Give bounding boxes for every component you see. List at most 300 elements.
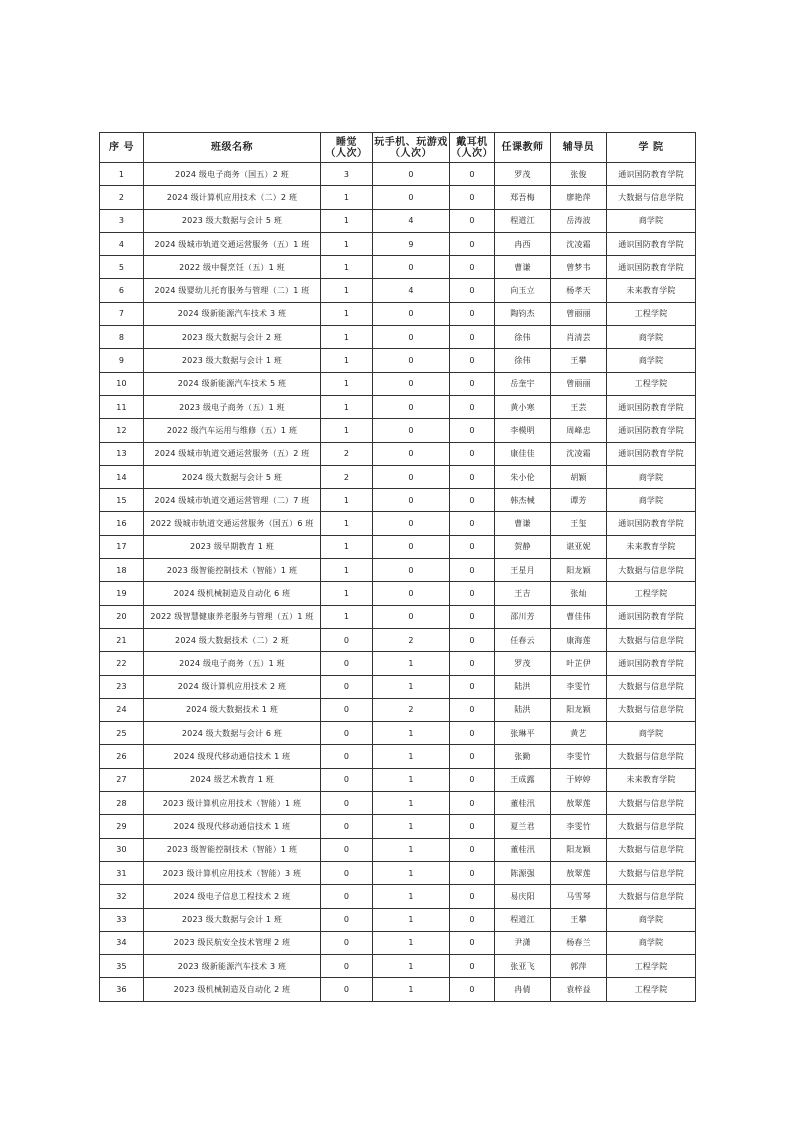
cell-phone-count: 0 (373, 465, 450, 488)
table-row (100, 372, 696, 395)
cell-phone-count: 0 (373, 326, 450, 349)
cell-sleep-count: 1 (321, 256, 373, 279)
cell-class-name: 2024 级城市轨道交通运营服务（五）2 班 (144, 442, 321, 465)
cell-teacher: 程道江 (495, 209, 551, 232)
cell-sleep-count: 1 (321, 489, 373, 512)
cell-teacher: 陆洪 (495, 698, 551, 721)
cell-teacher: 董桂汛 (495, 792, 551, 815)
cell-no: 16 (100, 512, 144, 535)
cell-phone-count: 1 (373, 675, 450, 698)
cell-phone-count: 1 (373, 885, 450, 908)
cell-class-name: 2024 级大数据与会计 5 班 (144, 465, 321, 488)
table-row (100, 768, 696, 791)
cell-phone-count: 0 (373, 605, 450, 628)
cell-teacher: 张亚飞 (495, 955, 551, 978)
cell-no: 11 (100, 395, 144, 418)
cell-sleep-count: 0 (321, 815, 373, 838)
cell-teacher: 尹潇 (495, 931, 551, 954)
cell-phone-count: 0 (373, 256, 450, 279)
cell-no: 34 (100, 931, 144, 954)
cell-earphone-count: 0 (450, 279, 495, 302)
table-row (100, 186, 696, 209)
cell-college: 工程学院 (607, 302, 696, 325)
cell-college: 通识国防教育学院 (607, 512, 696, 535)
table-body (100, 163, 696, 1002)
cell-class-name: 2024 级新能源汽车技术 5 班 (144, 372, 321, 395)
cell-teacher: 贺静 (495, 535, 551, 558)
cell-teacher: 陈源强 (495, 861, 551, 884)
cell-tutor: 黄艺 (551, 722, 607, 745)
cell-phone-count: 0 (373, 186, 450, 209)
cell-class-name: 2024 级计算机应用技术（二）2 班 (144, 186, 321, 209)
cell-tutor: 沈凌霜 (551, 442, 607, 465)
cell-teacher: 冉西 (495, 232, 551, 255)
cell-college: 大数据与信息学院 (607, 861, 696, 884)
cell-no: 6 (100, 279, 144, 302)
cell-college: 通识国防教育学院 (607, 232, 696, 255)
table-row (100, 209, 696, 232)
cell-phone-count: 0 (373, 489, 450, 512)
cell-tutor: 张俊 (551, 163, 607, 186)
cell-sleep-count: 0 (321, 745, 373, 768)
cell-no: 2 (100, 186, 144, 209)
table-row (100, 326, 696, 349)
cell-teacher: 韩杰械 (495, 489, 551, 512)
cell-tutor: 郭萍 (551, 955, 607, 978)
cell-college: 商学院 (607, 326, 696, 349)
cell-sleep-count: 1 (321, 232, 373, 255)
cell-earphone-count: 0 (450, 372, 495, 395)
cell-teacher: 邵川芳 (495, 605, 551, 628)
table-row (100, 535, 696, 558)
cell-class-name: 2023 级智能控制技术（智能）1 班 (144, 838, 321, 861)
cell-class-name: 2024 级电子商务（五）1 班 (144, 652, 321, 675)
cell-sleep-count: 3 (321, 163, 373, 186)
cell-tutor: 敖翠莲 (551, 861, 607, 884)
cell-sleep-count: 0 (321, 931, 373, 954)
cell-no: 29 (100, 815, 144, 838)
cell-earphone-count: 0 (450, 605, 495, 628)
cell-teacher: 陶钧杰 (495, 302, 551, 325)
cell-sleep-count: 0 (321, 698, 373, 721)
cell-college: 大数据与信息学院 (607, 559, 696, 582)
cell-class-name: 2023 级早期教育 1 班 (144, 535, 321, 558)
cell-earphone-count: 0 (450, 559, 495, 582)
cell-class-name: 2024 级机械制造及自动化 6 班 (144, 582, 321, 605)
table-row (100, 931, 696, 954)
cell-class-name: 2023 级民航安全技术管理 2 班 (144, 931, 321, 954)
cell-earphone-count: 0 (450, 792, 495, 815)
cell-phone-count: 1 (373, 978, 450, 1001)
cell-no: 14 (100, 465, 144, 488)
cell-sleep-count: 1 (321, 186, 373, 209)
cell-sleep-count: 2 (321, 465, 373, 488)
cell-sleep-count: 1 (321, 559, 373, 582)
cell-teacher: 冉倩 (495, 978, 551, 1001)
cell-class-name: 2024 级电子信息工程技术 2 班 (144, 885, 321, 908)
cell-sleep-count: 1 (321, 279, 373, 302)
cell-tutor: 曾丽丽 (551, 302, 607, 325)
cell-tutor: 马雪琴 (551, 885, 607, 908)
table-row (100, 815, 696, 838)
cell-tutor: 胡颖 (551, 465, 607, 488)
cell-no: 7 (100, 302, 144, 325)
cell-sleep-count: 0 (321, 908, 373, 931)
cell-earphone-count: 0 (450, 582, 495, 605)
cell-tutor: 阳龙颖 (551, 559, 607, 582)
cell-sleep-count: 0 (321, 652, 373, 675)
cell-tutor: 曹佳伟 (551, 605, 607, 628)
cell-no: 1 (100, 163, 144, 186)
cell-class-name: 2024 级城市轨道交通运营管理（二）7 班 (144, 489, 321, 512)
cell-phone-count: 0 (373, 582, 450, 605)
attendance-violation-table (99, 132, 696, 1002)
cell-phone-count: 0 (373, 512, 450, 535)
cell-tutor: 阳龙颖 (551, 698, 607, 721)
cell-earphone-count: 0 (450, 978, 495, 1001)
cell-teacher: 夏兰君 (495, 815, 551, 838)
cell-earphone-count: 0 (450, 675, 495, 698)
cell-college: 商学院 (607, 349, 696, 372)
cell-sleep-count: 1 (321, 512, 373, 535)
table-row (100, 419, 696, 442)
cell-college: 工程学院 (607, 582, 696, 605)
cell-teacher: 罗茂 (495, 652, 551, 675)
cell-sleep-count: 1 (321, 372, 373, 395)
cell-tutor: 张灿 (551, 582, 607, 605)
cell-phone-count: 0 (373, 535, 450, 558)
cell-teacher: 王星月 (495, 559, 551, 582)
cell-no: 24 (100, 698, 144, 721)
header-sleep: 睡觉 （人次） (321, 133, 373, 163)
cell-phone-count: 0 (373, 163, 450, 186)
cell-phone-count: 1 (373, 931, 450, 954)
cell-sleep-count: 0 (321, 628, 373, 651)
cell-phone-count: 0 (373, 559, 450, 582)
cell-college: 商学院 (607, 931, 696, 954)
cell-earphone-count: 0 (450, 232, 495, 255)
table-row (100, 559, 696, 582)
cell-no: 9 (100, 349, 144, 372)
cell-sleep-count: 0 (321, 885, 373, 908)
table-row (100, 861, 696, 884)
cell-teacher: 黄小寒 (495, 395, 551, 418)
cell-no: 17 (100, 535, 144, 558)
cell-no: 21 (100, 628, 144, 651)
cell-no: 25 (100, 722, 144, 745)
cell-earphone-count: 0 (450, 512, 495, 535)
cell-earphone-count: 0 (450, 489, 495, 512)
table-row (100, 349, 696, 372)
cell-tutor: 王芸 (551, 395, 607, 418)
cell-tutor: 肖清芸 (551, 326, 607, 349)
cell-no: 4 (100, 232, 144, 255)
cell-class-name: 2024 级计算机应用技术 2 班 (144, 675, 321, 698)
cell-teacher: 程道江 (495, 908, 551, 931)
cell-tutor: 袁梓益 (551, 978, 607, 1001)
cell-college: 商学院 (607, 209, 696, 232)
table-row (100, 163, 696, 186)
cell-phone-count: 1 (373, 745, 450, 768)
cell-earphone-count: 0 (450, 722, 495, 745)
cell-sleep-count: 2 (321, 442, 373, 465)
cell-college: 大数据与信息学院 (607, 745, 696, 768)
cell-sleep-count: 1 (321, 535, 373, 558)
cell-phone-count: 0 (373, 372, 450, 395)
cell-tutor: 于婷婷 (551, 768, 607, 791)
cell-earphone-count: 0 (450, 465, 495, 488)
cell-tutor: 李雯竹 (551, 815, 607, 838)
cell-college: 大数据与信息学院 (607, 838, 696, 861)
cell-sleep-count: 1 (321, 395, 373, 418)
header-college: 学 院 (607, 133, 696, 163)
cell-teacher: 曹谦 (495, 256, 551, 279)
cell-teacher: 向玉立 (495, 279, 551, 302)
table-row (100, 256, 696, 279)
cell-sleep-count: 0 (321, 861, 373, 884)
cell-college: 工程学院 (607, 978, 696, 1001)
cell-tutor: 阳龙颖 (551, 838, 607, 861)
header-class-name: 班级名称 (144, 133, 321, 163)
table-row (100, 978, 696, 1001)
table-row (100, 745, 696, 768)
cell-class-name: 2024 级艺术教育 1 班 (144, 768, 321, 791)
cell-class-name: 2024 级电子商务（国五）2 班 (144, 163, 321, 186)
cell-tutor: 敖翠莲 (551, 792, 607, 815)
cell-earphone-count: 0 (450, 745, 495, 768)
cell-college: 工程学院 (607, 955, 696, 978)
cell-class-name: 2023 级大数据与会计 2 班 (144, 326, 321, 349)
table-row (100, 489, 696, 512)
cell-tutor: 周峰忠 (551, 419, 607, 442)
cell-tutor: 康海莲 (551, 628, 607, 651)
cell-tutor: 曾丽丽 (551, 372, 607, 395)
cell-earphone-count: 0 (450, 652, 495, 675)
header-phone: 玩手机、玩游戏 （人次） (373, 133, 450, 163)
cell-phone-count: 0 (373, 302, 450, 325)
cell-tutor: 廖艳萍 (551, 186, 607, 209)
cell-college: 大数据与信息学院 (607, 698, 696, 721)
cell-earphone-count: 0 (450, 302, 495, 325)
cell-college: 商学院 (607, 465, 696, 488)
cell-class-name: 2023 级计算机应用技术（智能）3 班 (144, 861, 321, 884)
cell-class-name: 2024 级大数据技术（二）2 班 (144, 628, 321, 651)
cell-sleep-count: 0 (321, 838, 373, 861)
table-row (100, 675, 696, 698)
cell-sleep-count: 0 (321, 978, 373, 1001)
cell-tutor: 王攀 (551, 908, 607, 931)
cell-class-name: 2024 级现代移动通信技术 1 班 (144, 745, 321, 768)
cell-no: 19 (100, 582, 144, 605)
cell-tutor: 曾梦韦 (551, 256, 607, 279)
cell-phone-count: 1 (373, 722, 450, 745)
cell-phone-count: 0 (373, 442, 450, 465)
cell-earphone-count: 0 (450, 326, 495, 349)
cell-no: 10 (100, 372, 144, 395)
cell-class-name: 2023 级大数据与会计 1 班 (144, 908, 321, 931)
cell-college: 通识国防教育学院 (607, 256, 696, 279)
cell-class-name: 2022 级智慧健康养老服务与管理（五）1 班 (144, 605, 321, 628)
cell-phone-count: 4 (373, 209, 450, 232)
cell-no: 15 (100, 489, 144, 512)
cell-class-name: 2023 级大数据与会计 1 班 (144, 349, 321, 372)
cell-phone-count: 0 (373, 419, 450, 442)
cell-earphone-count: 0 (450, 955, 495, 978)
cell-earphone-count: 0 (450, 256, 495, 279)
cell-sleep-count: 0 (321, 675, 373, 698)
cell-no: 13 (100, 442, 144, 465)
cell-earphone-count: 0 (450, 931, 495, 954)
cell-phone-count: 4 (373, 279, 450, 302)
table-row (100, 722, 696, 745)
cell-teacher: 张勤 (495, 745, 551, 768)
cell-no: 28 (100, 792, 144, 815)
cell-no: 31 (100, 861, 144, 884)
cell-sleep-count: 1 (321, 605, 373, 628)
table-row (100, 955, 696, 978)
cell-tutor: 李雯竹 (551, 745, 607, 768)
cell-earphone-count: 0 (450, 838, 495, 861)
cell-earphone-count: 0 (450, 815, 495, 838)
table-row (100, 582, 696, 605)
cell-teacher: 朱小伦 (495, 465, 551, 488)
cell-earphone-count: 0 (450, 186, 495, 209)
cell-college: 大数据与信息学院 (607, 792, 696, 815)
cell-sleep-count: 1 (321, 302, 373, 325)
cell-earphone-count: 0 (450, 209, 495, 232)
cell-college: 未来教育学院 (607, 279, 696, 302)
cell-phone-count: 1 (373, 652, 450, 675)
table-row (100, 279, 696, 302)
cell-college: 商学院 (607, 489, 696, 512)
cell-college: 通识国防教育学院 (607, 163, 696, 186)
cell-teacher: 王吉 (495, 582, 551, 605)
cell-earphone-count: 0 (450, 395, 495, 418)
cell-class-name: 2022 级中餐烹饪（五）1 班 (144, 256, 321, 279)
cell-no: 20 (100, 605, 144, 628)
cell-teacher: 李模明 (495, 419, 551, 442)
table-row (100, 465, 696, 488)
cell-phone-count: 9 (373, 232, 450, 255)
cell-earphone-count: 0 (450, 349, 495, 372)
cell-class-name: 2024 级大数据与会计 6 班 (144, 722, 321, 745)
cell-class-name: 2024 级大数据技术 1 班 (144, 698, 321, 721)
cell-phone-count: 1 (373, 815, 450, 838)
cell-no: 18 (100, 559, 144, 582)
cell-no: 22 (100, 652, 144, 675)
cell-tutor: 谭芳 (551, 489, 607, 512)
cell-no: 30 (100, 838, 144, 861)
cell-phone-count: 0 (373, 395, 450, 418)
header-tutor: 辅导员 (551, 133, 607, 163)
cell-teacher: 曹谦 (495, 512, 551, 535)
table-row (100, 885, 696, 908)
cell-phone-count: 1 (373, 955, 450, 978)
cell-tutor: 叶芷伊 (551, 652, 607, 675)
cell-phone-count: 1 (373, 838, 450, 861)
cell-college: 大数据与信息学院 (607, 815, 696, 838)
cell-no: 35 (100, 955, 144, 978)
cell-class-name: 2023 级机械制造及自动化 2 班 (144, 978, 321, 1001)
cell-teacher: 徐伟 (495, 326, 551, 349)
cell-teacher: 王成露 (495, 768, 551, 791)
cell-no: 12 (100, 419, 144, 442)
cell-earphone-count: 0 (450, 442, 495, 465)
cell-no: 26 (100, 745, 144, 768)
cell-phone-count: 1 (373, 768, 450, 791)
table-row (100, 395, 696, 418)
table-row (100, 792, 696, 815)
cell-phone-count: 1 (373, 792, 450, 815)
table-header-row (100, 133, 696, 163)
cell-earphone-count: 0 (450, 768, 495, 791)
cell-college: 商学院 (607, 722, 696, 745)
cell-no: 23 (100, 675, 144, 698)
cell-class-name: 2023 级新能源汽车技术 3 班 (144, 955, 321, 978)
cell-phone-count: 1 (373, 908, 450, 931)
cell-class-name: 2023 级智能控制技术（智能）1 班 (144, 559, 321, 582)
table-row (100, 908, 696, 931)
cell-no: 32 (100, 885, 144, 908)
cell-college: 通识国防教育学院 (607, 419, 696, 442)
cell-phone-count: 0 (373, 349, 450, 372)
cell-phone-count: 2 (373, 698, 450, 721)
cell-sleep-count: 1 (321, 419, 373, 442)
cell-sleep-count: 0 (321, 722, 373, 745)
header-teacher: 任课教师 (495, 133, 551, 163)
cell-teacher: 任春云 (495, 628, 551, 651)
cell-earphone-count: 0 (450, 698, 495, 721)
cell-no: 3 (100, 209, 144, 232)
cell-no: 5 (100, 256, 144, 279)
cell-teacher: 徐伟 (495, 349, 551, 372)
table-row (100, 628, 696, 651)
cell-college: 通识国防教育学院 (607, 652, 696, 675)
cell-sleep-count: 0 (321, 955, 373, 978)
cell-no: 36 (100, 978, 144, 1001)
cell-college: 通识国防教育学院 (607, 605, 696, 628)
cell-phone-count: 2 (373, 628, 450, 651)
cell-sleep-count: 0 (321, 792, 373, 815)
cell-college: 大数据与信息学院 (607, 628, 696, 651)
cell-tutor: 王攀 (551, 349, 607, 372)
cell-earphone-count: 0 (450, 861, 495, 884)
cell-teacher: 康佳佳 (495, 442, 551, 465)
cell-tutor: 岳涛波 (551, 209, 607, 232)
cell-college: 通识国防教育学院 (607, 442, 696, 465)
cell-earphone-count: 0 (450, 163, 495, 186)
cell-teacher: 陆洪 (495, 675, 551, 698)
table-row (100, 605, 696, 628)
table-row (100, 698, 696, 721)
cell-tutor: 沈凌霜 (551, 232, 607, 255)
cell-sleep-count: 1 (321, 209, 373, 232)
cell-college: 大数据与信息学院 (607, 885, 696, 908)
cell-tutor: 杨春兰 (551, 931, 607, 954)
header-earphone: 戴耳机 （人次） (450, 133, 495, 163)
cell-tutor: 谌亚妮 (551, 535, 607, 558)
cell-college: 未来教育学院 (607, 768, 696, 791)
cell-no: 33 (100, 908, 144, 931)
cell-phone-count: 1 (373, 861, 450, 884)
cell-teacher: 张琳平 (495, 722, 551, 745)
cell-college: 大数据与信息学院 (607, 186, 696, 209)
cell-earphone-count: 0 (450, 419, 495, 442)
cell-class-name: 2024 级婴幼儿托育服务与管理（二）1 班 (144, 279, 321, 302)
cell-earphone-count: 0 (450, 885, 495, 908)
cell-sleep-count: 1 (321, 326, 373, 349)
table-row (100, 302, 696, 325)
